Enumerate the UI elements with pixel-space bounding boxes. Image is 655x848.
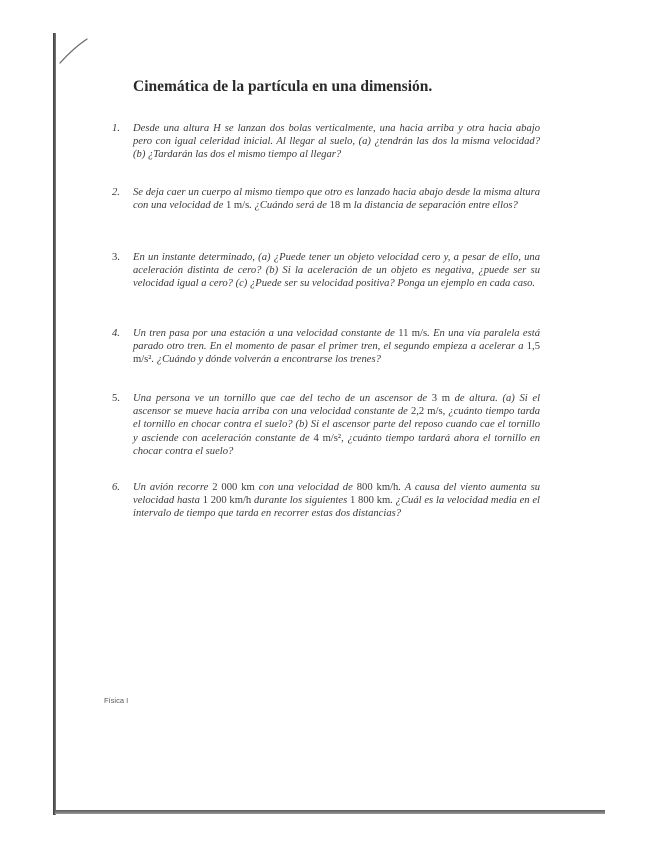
page-bottom-edge-shadow: [55, 810, 605, 814]
quantity: 1 m/s: [225, 200, 250, 212]
problem-number: 4.: [112, 328, 120, 339]
problem-number: 6.: [112, 482, 120, 493]
page-footer: Física I: [104, 696, 129, 705]
quantity: 2 000 km: [212, 482, 255, 493]
problem-4: [112, 327, 540, 367]
problem-text: Desde una altura H se lanzan dos bolas verticalmente, una hacia arriba y otra hacia abajo pero con igual celeridad inicial. Al llegar al suelo, (a) ¿tendrán las dos la misma velocidad? (b) ¿Tardarán las dos el mismo tiempo al llegar?: [133, 123, 540, 161]
problem-number: 3.: [112, 252, 120, 263]
problem-2: [112, 186, 540, 212]
page-title: Cinemática de la partícula en una dimensión.: [133, 78, 433, 95]
problem-5: [112, 392, 540, 458]
problem-text: Un tren pasa por una estación a una velocidad constante de 11 m/s. En una vía paralela está parado otro tren. En el momento de pasar el primer tren, el segundo empieza a acelerar a 1,5 m/s². ¿Cuándo y dónde volverán a encontrarse los trenes?: [133, 328, 540, 366]
problem-number: 2.: [112, 187, 120, 198]
problem-3: [112, 251, 540, 291]
problem-6: [112, 481, 540, 521]
problem-text: En un instante determinado, (a) ¿Puede tener un objeto velocidad cero y, a pesar de ello, una aceleración distinta de cero? (b) Si la aceleración de un objeto es negativa, ¿puede ser su velocidad igual a cero? (c) ¿Puede ser su velocidad positiva? Ponga un ejemplo en cada caso.: [133, 252, 540, 290]
problem-text: Una persona ve un tornillo que cae del techo de un ascensor de 3 m de altura. (a) Si el ascensor se mueve hacia arriba con una velocidad constante de 2,2 m/s, ¿cuánto tiempo tarda el tornillo en chocar contra el suelo? (b) Si el ascensor parte del reposo cuando cae el tornillo y asciende con aceleración constante de 4 m/s², ¿cuánto tiempo tardará ahora el tornillo en chocar contra el suelo?: [133, 393, 541, 457]
quantity: 1 200 km/h: [202, 495, 252, 507]
quantity: 3 m: [431, 393, 450, 404]
page-left-edge-shadow: [53, 33, 56, 815]
problem-number: 1.: [112, 123, 120, 134]
quantity: 1,5 m/s²: [133, 341, 540, 366]
problem-text: Un avión recorre 2 000 km con una velocidad de 800 km/h. A causa del viento aumenta su velocidad hasta 1 200 km/h durante los siguientes 1 800 km. ¿Cuál es la velocidad media en el intervalo de tiempo que tarda en recorrer estas dos distancias?: [133, 482, 540, 520]
pen-stroke-mark: [58, 36, 90, 66]
quantity: 4 m/s²: [313, 432, 342, 444]
problem-1: [112, 122, 540, 162]
quantity: 800 km/h: [356, 482, 399, 493]
quantity: 2,2 m/s: [410, 406, 443, 418]
quantity: 1 800 km: [349, 495, 391, 507]
quantity: 18 m: [329, 200, 352, 212]
quantity: 11 m/s: [398, 328, 428, 339]
problem-number: 5.: [112, 393, 120, 404]
problem-text: Se deja caer un cuerpo al mismo tiempo que otro es lanzado hacia abajo desde la misma altura con una velocidad de 1 m/s. ¿Cuándo será de 18 m la distancia de separación entre ellos?: [133, 187, 540, 212]
